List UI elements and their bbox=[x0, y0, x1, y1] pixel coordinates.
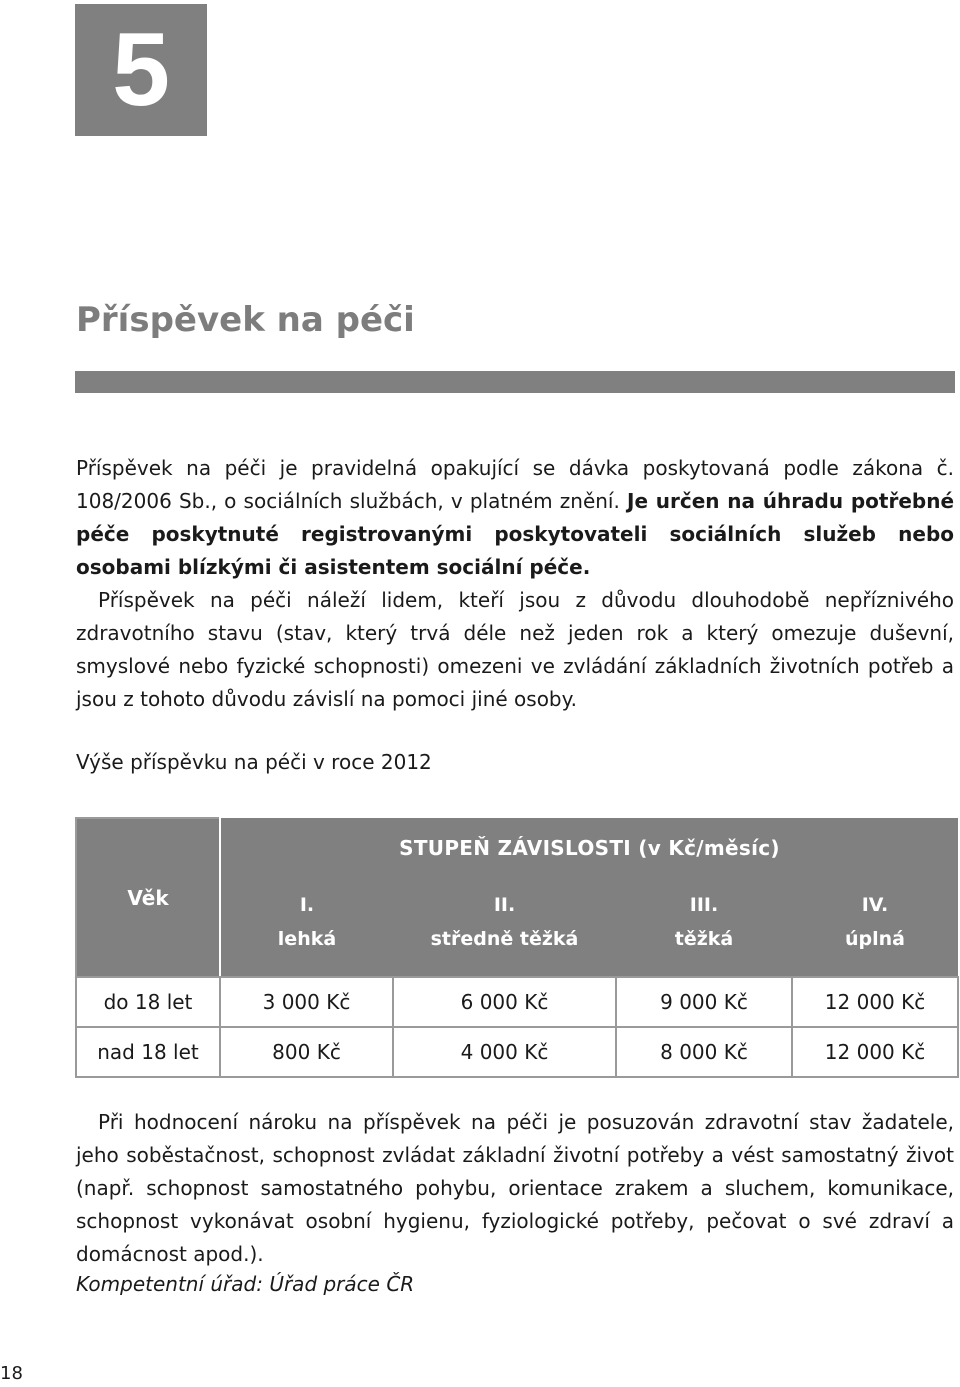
intro-paragraph bbox=[76, 452, 954, 716]
assessment-text: Při hodnocení nároku na příspěvek na péči je posuzován zdravotní stav žadatele, jeho soběstačnost, schopnost zvládat základní životní potřeby a vést samostatný život (např. schopnost samostatného pohybu, orientace zrakem a sluchem, komunikace, schopnost vykonávat osobní hygienu, fyziologické potřeby, pečovat o své zdraví a domácnost apod.). bbox=[76, 1110, 954, 1266]
amount-cell: 800 Kč bbox=[220, 1027, 393, 1077]
intro-text-start: Příspěvek na péči je pravidelná opakující se dávka poskytovaná podle zákona č. 108/2006 Sb., o sociálních službách, v platném znění. bbox=[76, 456, 954, 513]
level-name: úplná bbox=[845, 928, 905, 950]
level-numeral: III. bbox=[689, 894, 719, 916]
level-numeral: IV. bbox=[861, 894, 889, 916]
page-number: 18 bbox=[0, 1363, 23, 1384]
age-column-header: Věk bbox=[76, 818, 220, 977]
chapter-number: 5 bbox=[112, 11, 170, 128]
level-name: středně těžká bbox=[430, 928, 579, 950]
table-header-row bbox=[76, 818, 958, 878]
level-header bbox=[393, 878, 616, 977]
amount-cell: 6 000 Kč bbox=[393, 977, 616, 1027]
page-title: Příspěvek na péči bbox=[76, 300, 415, 340]
level-numeral: I. bbox=[299, 894, 315, 916]
level-name: lehká bbox=[277, 928, 337, 950]
level-header bbox=[616, 878, 792, 977]
level-numeral: II. bbox=[493, 894, 516, 916]
amount-cell: 12 000 Kč bbox=[792, 1027, 958, 1077]
intro-text-bold: Je určen na úhradu potřebné péče poskytnuté registrovanými poskytovateli sociálních služeb nebo osobami blízkými či asistentem sociální péče. bbox=[76, 489, 955, 579]
age-cell: do 18 let bbox=[76, 977, 220, 1027]
chapter-number-box bbox=[75, 4, 207, 136]
title-divider bbox=[75, 371, 955, 393]
amount-cell: 12 000 Kč bbox=[792, 977, 958, 1027]
assessment-paragraph bbox=[76, 1106, 954, 1271]
amount-cell: 4 000 Kč bbox=[393, 1027, 616, 1077]
table-row bbox=[76, 977, 958, 1027]
age-cell: nad 18 let bbox=[76, 1027, 220, 1077]
allowance-table bbox=[75, 817, 959, 1078]
level-header bbox=[792, 878, 958, 977]
amount-cell: 3 000 Kč bbox=[220, 977, 393, 1027]
dependency-level-header: STUPEŇ ZÁVISLOSTI (v Kč/měsíc) bbox=[220, 818, 958, 878]
amount-cell: 8 000 Kč bbox=[616, 1027, 792, 1077]
level-name: těžká bbox=[674, 928, 734, 950]
intro-text-end: Příspěvek na péči náleží lidem, kteří jsou z důvodu dlouhodobě nepříznivého zdravotního stavu (stav, který trvá déle než jeden rok a který omezuje duševní, smyslové nebo fyzické schopnosti) omezeni ve zvládání základních životních potřeb a jsou z tohoto důvodu závislí na pomoci jiné osoby. bbox=[76, 588, 954, 711]
amount-cell: 9 000 Kč bbox=[616, 977, 792, 1027]
level-header bbox=[220, 878, 393, 977]
table-row bbox=[76, 1027, 958, 1077]
competent-authority: Kompetentní úřad: Úřad práce ČR bbox=[76, 1272, 415, 1296]
table-heading: Výše příspěvku na péči v roce 2012 bbox=[76, 750, 432, 774]
